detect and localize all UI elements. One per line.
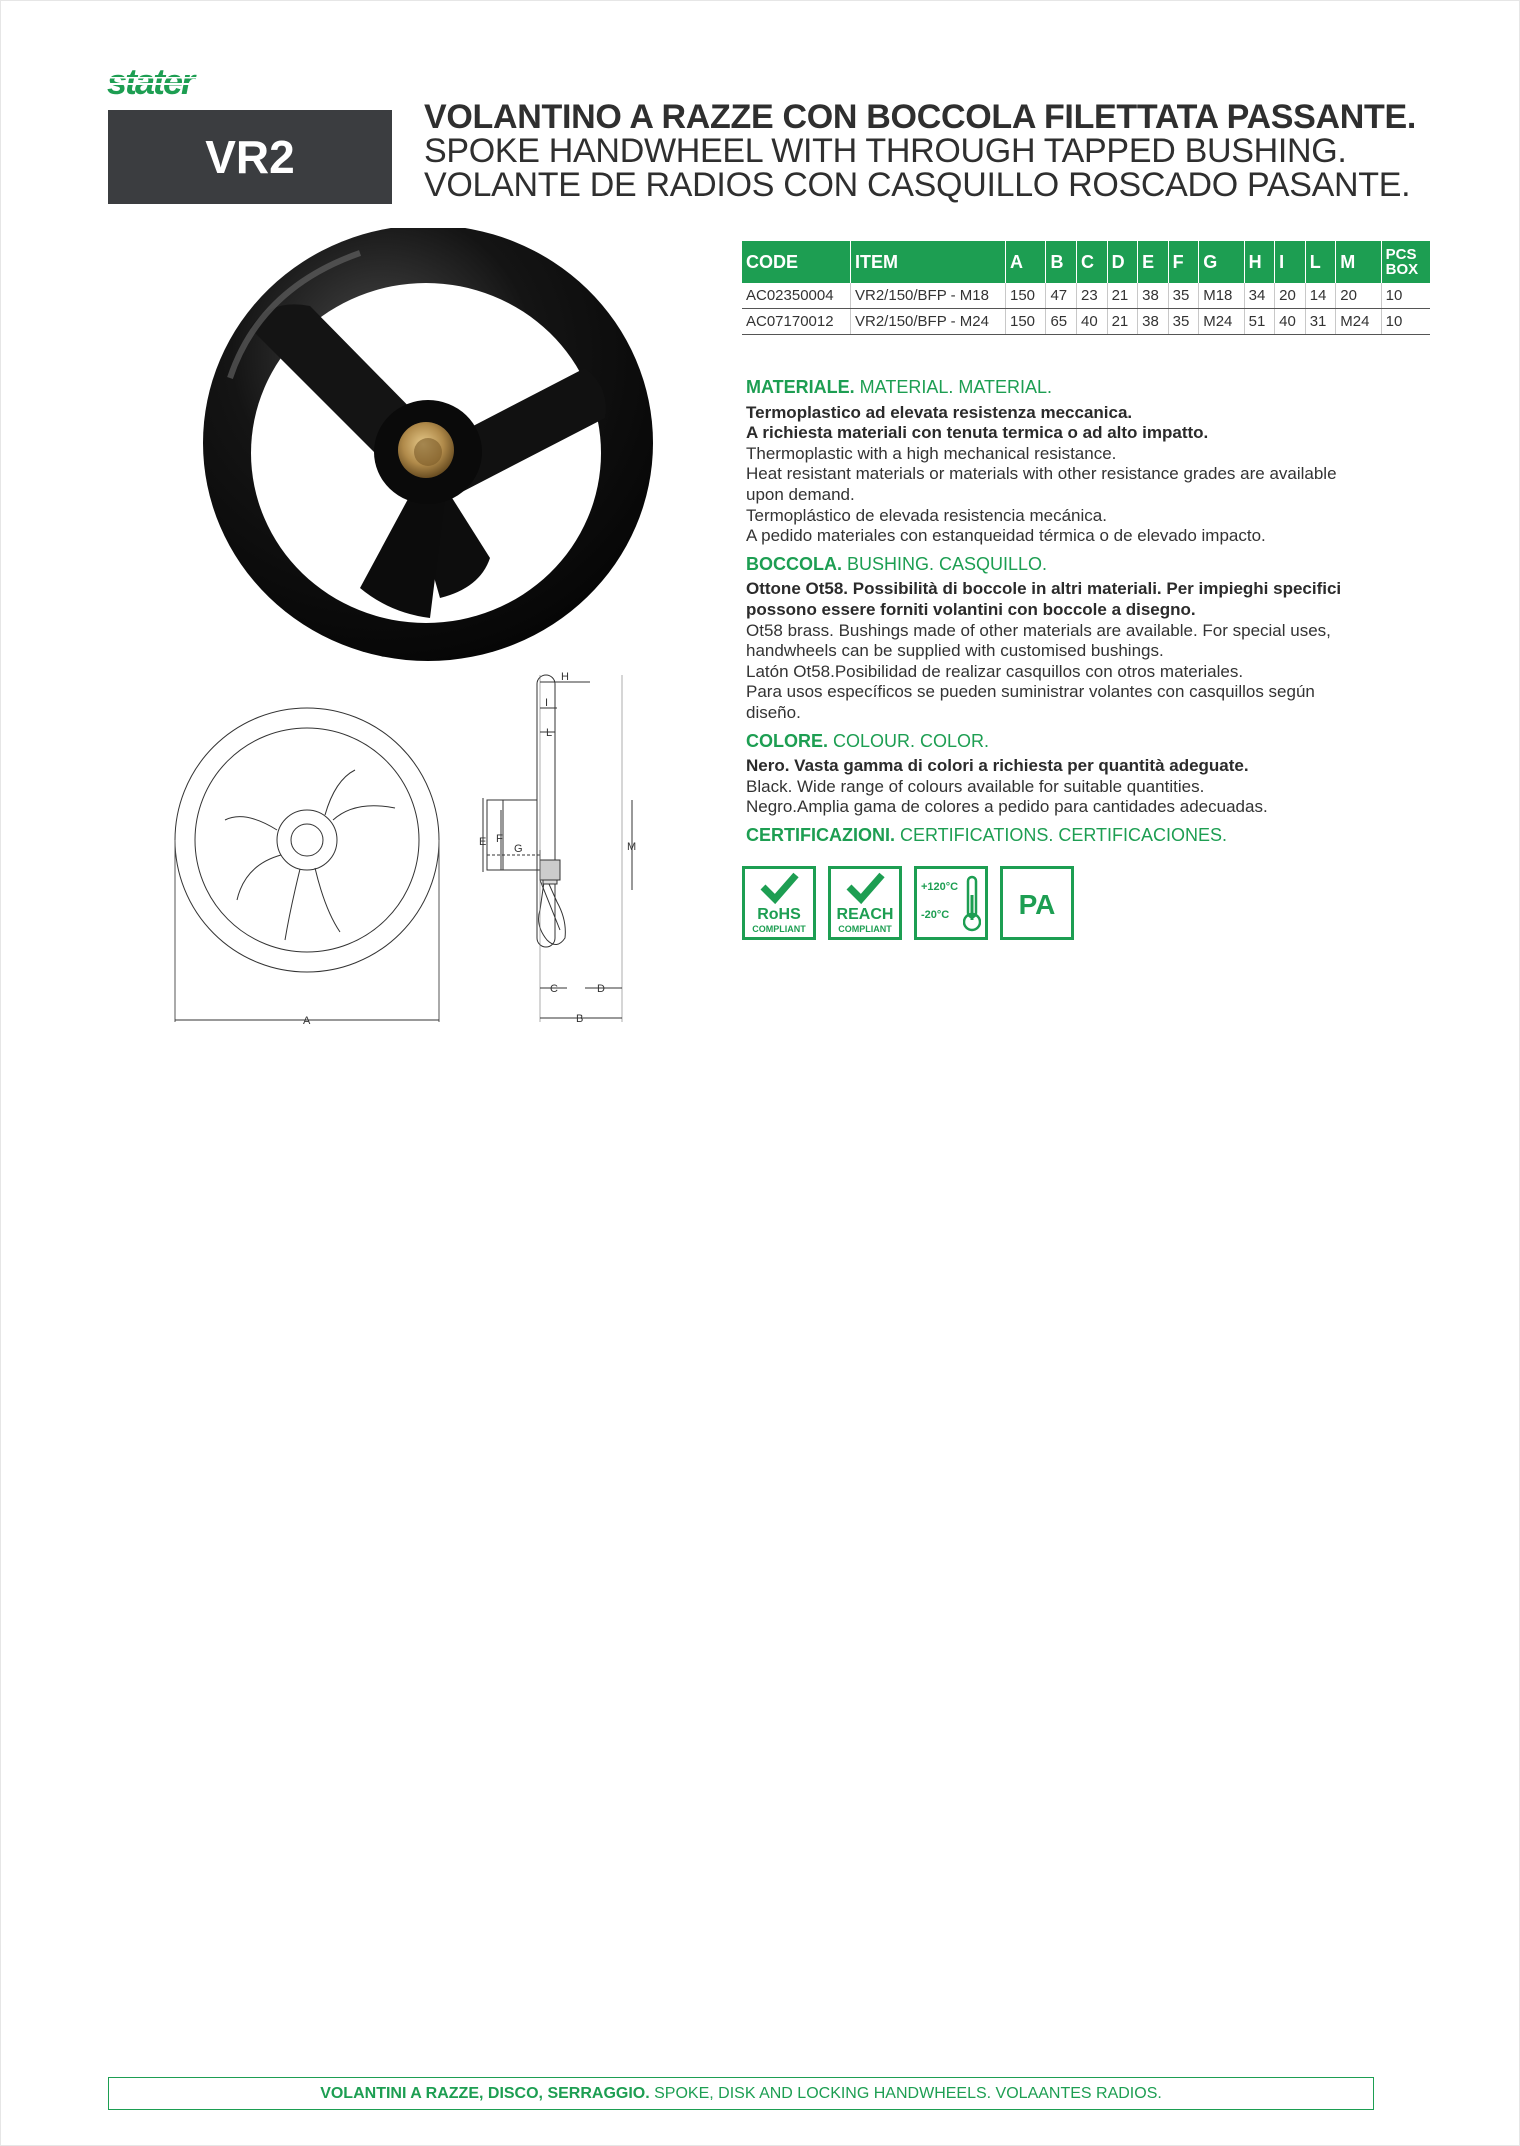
material-line-1: Thermoplastic with a high mechanical resistance. [746, 443, 1117, 463]
rohs-label: RoHS [757, 906, 801, 923]
col-f: F [1168, 241, 1199, 283]
col-d: D [1107, 241, 1138, 283]
cell-pcs: 10 [1381, 309, 1430, 335]
bushing-line-1: Ot58 brass. Bushings made of other materials are available. For special uses, handwheels can be supplied with customised bushings. [746, 620, 1331, 661]
cell-code: AC07170012 [742, 309, 851, 335]
cell-m: 20 [1336, 283, 1381, 309]
dim-label-G: G [514, 843, 523, 855]
colour-line-2: Negro.Amplia gama de colores a pedido para cantidades adecuadas. [746, 797, 1268, 817]
product-code: VR2 [205, 131, 295, 183]
footer-bold: VOLANTINI A RAZZE, DISCO, SERRAGGIO. [320, 2085, 650, 2102]
material-line-2: Heat resistant materials or materials with other resistance grades are available upon demand. [746, 464, 1337, 504]
cell-l: 14 [1305, 283, 1336, 309]
col-g: G [1199, 241, 1244, 283]
bushing-line-2: Latón Ot58.Posibilidad de realizar casquillos con otros materiales. [746, 661, 1244, 681]
table-row [742, 283, 1430, 309]
cell-a: 150 [1006, 309, 1046, 335]
title-english: SPOKE HANDWHEEL WITH THROUGH TAPPED BUSHING. [424, 132, 1347, 170]
bushing-line-3: Para usos específicos se pueden suministrar volantes con casquillos según diseño. [746, 682, 1315, 722]
col-a: A [1006, 241, 1046, 283]
technical-drawing [165, 670, 665, 1030]
cert-badges [742, 866, 1074, 940]
cell-item: VR2/150/BFP - M18 [851, 283, 1006, 309]
dim-label-H: H [561, 671, 569, 683]
bushing-bold-1: Ottone Ot58. Possibilità di boccole in altri materiali. Per impieghi specifici possono essere forniti volantini con boccole a disegno. [746, 579, 1342, 619]
cell-d: 21 [1107, 309, 1138, 335]
material-heading: MATERIALE. MATERIAL. MATERIAL. [746, 377, 1053, 397]
checkmark-icon [759, 871, 799, 905]
reach-label: REACH [836, 906, 894, 923]
col-item: ITEM [851, 241, 1006, 283]
rohs-badge [742, 866, 816, 940]
col-h: H [1244, 241, 1275, 283]
dim-label-E: E [479, 836, 487, 848]
footer-rest: SPOKE, DISK AND LOCKING HANDWHEELS. VOLAANTES RADIOS. [649, 2085, 1162, 2102]
col-box: BOX [1385, 261, 1419, 278]
cell-c: 23 [1077, 283, 1108, 309]
col-e: E [1138, 241, 1169, 283]
cell-pcs: 10 [1381, 283, 1430, 309]
description-block [746, 370, 1346, 850]
cell-i: 20 [1275, 283, 1306, 309]
pa-badge [1000, 866, 1074, 940]
dim-label-F: F [496, 833, 503, 845]
cell-f: 35 [1168, 283, 1199, 309]
rohs-sub: COMPLIANT [752, 924, 806, 934]
temperature-badge [914, 866, 988, 940]
colour-line-1: Black. Wide range of colours available for suitable quantities. [746, 776, 1205, 796]
col-i: I [1275, 241, 1306, 283]
col-code: CODE [742, 241, 851, 283]
material-line-3: Termoplástico de elevada resistencia mecánica. [746, 505, 1107, 525]
cell-b: 65 [1046, 309, 1077, 335]
temp-high: +120°C [921, 881, 959, 893]
col-pcs: PCS [1385, 246, 1417, 263]
cert-heading: CERTIFICAZIONI. CERTIFICATIONS. CERTIFICACIONES. [746, 824, 1228, 845]
dim-label-M: M [627, 841, 637, 853]
cell-l: 31 [1305, 309, 1336, 335]
bushing-heading: BOCCOLA. BUSHING. CASQUILLO. [746, 553, 1048, 574]
cell-g: M18 [1199, 283, 1244, 309]
cell-e: 38 [1138, 309, 1169, 335]
cell-m: M24 [1336, 309, 1381, 335]
cell-b: 47 [1046, 283, 1077, 309]
dim-label-A: A [303, 1015, 311, 1027]
col-pcs-box [1381, 241, 1430, 283]
col-l: L [1305, 241, 1336, 283]
cell-h: 34 [1244, 283, 1275, 309]
cell-d: 21 [1107, 283, 1138, 309]
product-photo [190, 228, 660, 678]
reach-sub: COMPLIANT [838, 924, 892, 934]
stater-logo [107, 66, 243, 100]
cell-g: M24 [1199, 309, 1244, 335]
thermometer-icon [963, 875, 981, 933]
table-row [742, 309, 1430, 335]
material-bold-2: A richiesta materiali con tenuta termica o ad alto impatto. [746, 423, 1209, 443]
reach-badge [828, 866, 902, 940]
spec-table-header [742, 241, 1430, 283]
product-code-box [108, 110, 392, 204]
pa-label: PA [1018, 889, 1056, 920]
cell-code: AC02350004 [742, 283, 851, 309]
title-italian: VOLANTINO A RAZZE CON BOCCOLA FILETTATA PASSANTE. [424, 98, 1417, 136]
cell-e: 38 [1138, 283, 1169, 309]
dim-label-L: L [546, 727, 553, 739]
col-m: M [1336, 241, 1381, 283]
material-bold-1: Termoplastico ad elevata resistenza meccanica. [746, 402, 1133, 422]
title-spanish: VOLANTE DE RADIOS CON CASQUILLO ROSCADO PASANTE. [424, 166, 1411, 204]
footer-banner [108, 2077, 1374, 2110]
dim-label-C: C [550, 983, 558, 995]
checkmark-icon [845, 871, 885, 905]
dim-label-B: B [576, 1013, 584, 1025]
colour-heading: COLORE. COLOUR. COLOR. [746, 730, 990, 751]
col-c: C [1077, 241, 1108, 283]
col-b: B [1046, 241, 1077, 283]
material-line-4: A pedido materiales con estanqueidad térmica o de elevado impacto. [746, 526, 1266, 546]
colour-bold-1: Nero. Vasta gamma di colori a richiesta per quantità adeguate. [746, 756, 1249, 776]
cell-item: VR2/150/BFP - M24 [851, 309, 1006, 335]
temp-low: -20°C [921, 909, 950, 921]
cell-f: 35 [1168, 309, 1199, 335]
dim-label-D: D [597, 983, 605, 995]
dim-label-I: I [545, 697, 549, 709]
spec-table [742, 241, 1430, 335]
cell-a: 150 [1006, 283, 1046, 309]
cell-h: 51 [1244, 309, 1275, 335]
cell-i: 40 [1275, 309, 1306, 335]
title-block [424, 100, 1504, 202]
cell-c: 40 [1077, 309, 1108, 335]
